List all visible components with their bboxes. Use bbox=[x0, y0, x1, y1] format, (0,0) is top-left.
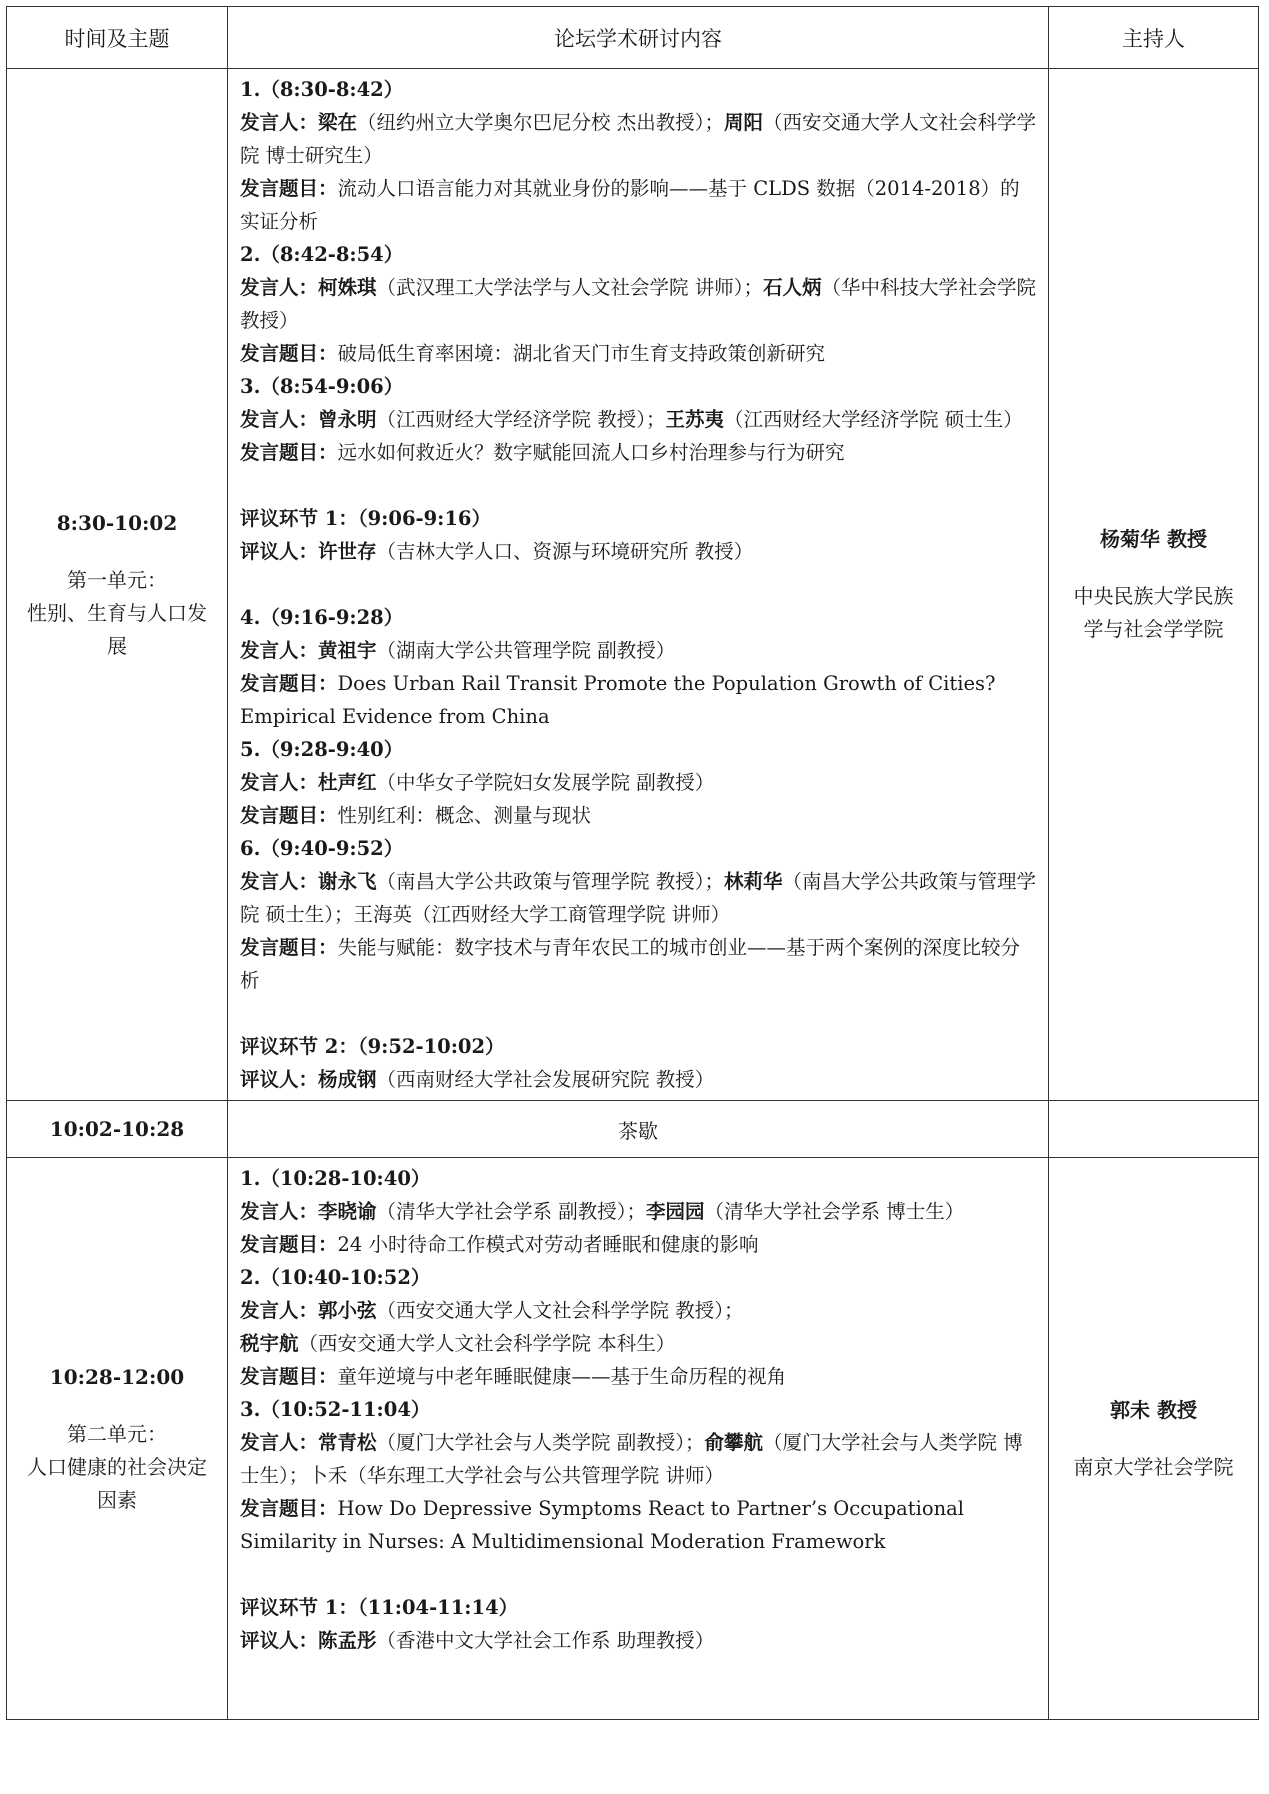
talk-number: 3.（8:54-9:06） bbox=[240, 375, 404, 398]
session2-host-org: 南京大学社会学院 bbox=[1073, 1454, 1234, 1479]
talk-title-line: 发言题目：性别红利：概念、测量与现状 bbox=[240, 804, 592, 827]
speaker-name: 周阳 bbox=[723, 111, 763, 134]
speaker-name: 王海英（江西财经大学工商管理学院 讲师） bbox=[353, 903, 731, 926]
speaker-name: 卜禾（华东理工大学社会与公共管理学院 讲师） bbox=[308, 1464, 724, 1487]
talk-title: 流动人口语言能力对其就业身份的影响——基于 CLDS 数据（2014-2018）的实证分析 bbox=[240, 177, 1020, 233]
session1-unit: 第一单元： bbox=[67, 567, 167, 592]
session2-unit: 第二单元： bbox=[67, 1421, 167, 1446]
speakers-line: 发言人：柯姝琪（武汉理工大学法学与人文社会学院 讲师）；石人炳（华中科技大学社会学院 教授） bbox=[240, 276, 1037, 332]
speakers-line: 发言人：黄祖宇（湖南大学公共管理学院 副教授） bbox=[240, 639, 676, 662]
talk-number: 2.（10:40-10:52） bbox=[240, 1266, 431, 1289]
session1-theme: 性别、生育与人口发展 bbox=[27, 600, 207, 658]
talk-title-line: 发言题目：How Do Depressive Symptoms React to Partner’s Occupational Similarity in Nurses: A Multidimensional Moderation Framework bbox=[240, 1497, 965, 1553]
talk-number: 6.（9:40-9:52） bbox=[240, 837, 404, 860]
speaker-name: 曾永明 bbox=[318, 408, 377, 431]
talk-title: 失能与赋能：数字技术与青年农民工的城市创业——基于两个案例的深度比较分析 bbox=[240, 936, 1021, 992]
session1-host-cell bbox=[1049, 69, 1259, 1101]
header-time-theme: 时间及主题 bbox=[7, 7, 228, 69]
talk-title-line: 发言题目：流动人口语言能力对其就业身份的影响——基于 CLDS 数据（2014-2018）的实证分析 bbox=[240, 177, 1020, 233]
session1-host-org: 中央民族大学民族学与社会学学院 bbox=[1073, 584, 1234, 641]
reviewer-line: 评议人：陈孟彤（香港中文大学社会工作系 助理教授） bbox=[240, 1629, 715, 1652]
speakers-line: 发言人：曾永明（江西财经大学经济学院 教授）；王苏夷（江西财经大学经济学院 硕士生） bbox=[240, 408, 1023, 431]
header-host: 主持人 bbox=[1049, 7, 1259, 69]
talk-number: 5.（9:28-9:40） bbox=[240, 738, 404, 761]
reviewer-name: 陈孟彤 bbox=[318, 1629, 377, 1652]
session2-host-cell bbox=[1049, 1158, 1259, 1720]
speaker-name: 郭小弦 bbox=[318, 1299, 377, 1322]
talk-number: 1.（10:28-10:40） bbox=[240, 1167, 431, 1190]
reviewer-name: 杨成钢 bbox=[318, 1068, 377, 1091]
speaker-name: 常青松 bbox=[318, 1431, 377, 1454]
speakers-line: 发言人：谢永飞（南昌大学公共政策与管理学院 教授）；林莉华（南昌大学公共政策与管理学院 硕士生）；王海英（江西财经大学工商管理学院 讲师） bbox=[240, 870, 1037, 926]
speakers-line: 税宇航（西安交通大学人文社会科学学院 本科生） bbox=[240, 1332, 676, 1355]
speaker-name: 俞攀航 bbox=[704, 1431, 763, 1454]
session2-theme: 人口健康的社会决定因素 bbox=[27, 1454, 207, 1512]
session1-row bbox=[7, 69, 1259, 1101]
header-content: 论坛学术研讨内容 bbox=[228, 7, 1049, 69]
break-label: 茶歇 bbox=[228, 1101, 1049, 1158]
speakers-line: 发言人：杜声红（中华女子学院妇女发展学院 副教授） bbox=[240, 771, 715, 794]
session1-content bbox=[228, 69, 1049, 1101]
talk-title-line: 发言题目：远水如何救近火？数字赋能回流人口乡村治理参与行为研究 bbox=[240, 441, 845, 464]
session2-time: 10:28-12:00 bbox=[49, 1364, 185, 1389]
talk-title: 24 小时待命工作模式对劳动者睡眠和健康的影响 bbox=[337, 1233, 759, 1256]
speaker-name: 杜声红 bbox=[318, 771, 377, 794]
session1-host-name: 杨菊华 教授 bbox=[1100, 527, 1207, 551]
speaker-name: 黄祖宇 bbox=[318, 639, 377, 662]
talk-title: 远水如何救近火？数字赋能回流人口乡村治理参与行为研究 bbox=[337, 441, 845, 464]
session1-time-cell bbox=[7, 69, 228, 1101]
session2-row bbox=[7, 1158, 1259, 1720]
speaker-name: 谢永飞 bbox=[318, 870, 377, 893]
review-number: 评议环节 1：（11:04-11:14） bbox=[240, 1596, 519, 1619]
session2-content bbox=[228, 1158, 1049, 1720]
speaker-name: 柯姝琪 bbox=[318, 276, 377, 299]
speakers-line: 发言人：梁在（纽约州立大学奥尔巴尼分校 杰出教授）；周阳（西安交通大学人文社会科学学院 博士研究生） bbox=[240, 111, 1037, 167]
talk-title-line: 发言题目：失能与赋能：数字技术与青年农民工的城市创业——基于两个案例的深度比较分析 bbox=[240, 936, 1021, 992]
speaker-name: 王苏夷 bbox=[665, 408, 724, 431]
reviewer-name: 许世存 bbox=[318, 540, 377, 563]
speaker-name: 李园园 bbox=[645, 1200, 705, 1223]
review-number: 评议环节 1：（9:06-9:16） bbox=[240, 507, 492, 530]
speaker-name: 林莉华 bbox=[723, 870, 783, 893]
break-row bbox=[7, 1101, 1259, 1158]
talk-title: 性别红利：概念、测量与现状 bbox=[337, 804, 592, 827]
talk-title-line: 发言题目：童年逆境与中老年睡眠健康——基于生命历程的视角 bbox=[240, 1365, 787, 1388]
talk-title-line: 发言题目：Does Urban Rail Transit Promote the Population Growth of Cities? Empirical Evidence from China bbox=[240, 672, 996, 728]
header-row bbox=[7, 7, 1259, 69]
talk-title-line: 发言题目：24 小时待命工作模式对劳动者睡眠和健康的影响 bbox=[240, 1233, 759, 1256]
break-time: 10:02-10:28 bbox=[7, 1101, 228, 1158]
session1-time: 8:30-10:02 bbox=[56, 510, 178, 535]
break-host-empty bbox=[1049, 1101, 1259, 1158]
talk-title-line: 发言题目：破局低生育率困境：湖北省天门市生育支持政策创新研究 bbox=[240, 342, 826, 365]
talk-title: Does Urban Rail Transit Promote the Population Growth of Cities? Empirical Evidence from China bbox=[240, 672, 996, 728]
talk-number: 4.（9:16-9:28） bbox=[240, 606, 404, 629]
talk-title: 童年逆境与中老年睡眠健康——基于生命历程的视角 bbox=[337, 1365, 787, 1388]
talk-title: How Do Depressive Symptoms React to Partner’s Occupational Similarity in Nurses: A Multidimensional Moderation Framework bbox=[240, 1497, 965, 1553]
speaker-name: 税宇航 bbox=[240, 1332, 299, 1355]
session2-host-name: 郭未 教授 bbox=[1110, 1397, 1197, 1422]
talk-number: 1.（8:30-8:42） bbox=[240, 78, 404, 101]
speaker-name: 李晓谕 bbox=[318, 1200, 377, 1223]
speakers-line: 发言人：郭小弦（西安交通大学人文社会科学学院 教授）； bbox=[240, 1299, 744, 1322]
speakers-line: 发言人：李晓谕（清华大学社会学系 副教授）；李园园（清华大学社会学系 博士生） bbox=[240, 1200, 965, 1223]
review-number: 评议环节 2：（9:52-10:02） bbox=[240, 1035, 505, 1058]
speaker-name: 梁在 bbox=[318, 111, 358, 134]
speaker-name: 石人炳 bbox=[762, 276, 822, 299]
schedule-table bbox=[6, 6, 1259, 1720]
talk-number: 2.（8:42-8:54） bbox=[240, 243, 404, 266]
session2-time-cell bbox=[7, 1158, 228, 1720]
speakers-line: 发言人：常青松（厦门大学社会与人类学院 副教授）；俞攀航（厦门大学社会与人类学院 博士生）；卜禾（华东理工大学社会与公共管理学院 讲师） bbox=[240, 1431, 1023, 1487]
talk-number: 3.（10:52-11:04） bbox=[240, 1398, 431, 1421]
reviewer-line: 评议人：许世存（吉林大学人口、资源与环境研究所 教授） bbox=[240, 540, 754, 563]
reviewer-line: 评议人：杨成钢（西南财经大学社会发展研究院 教授） bbox=[240, 1068, 715, 1091]
talk-title: 破局低生育率困境：湖北省天门市生育支持政策创新研究 bbox=[337, 342, 826, 365]
